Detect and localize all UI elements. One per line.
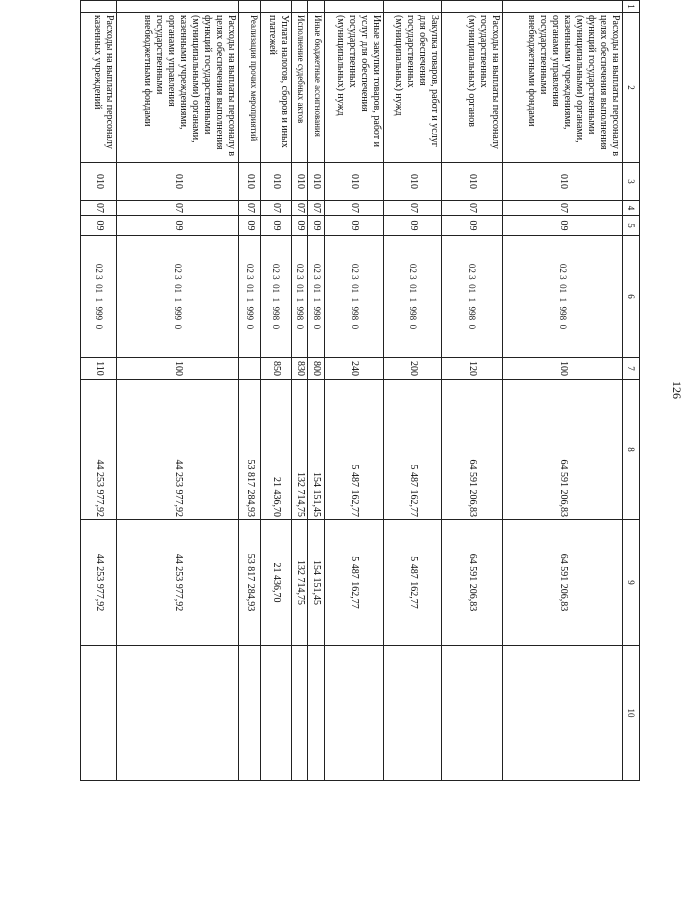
amount-cell: 53 817 284,93 [239,520,261,646]
amount-cell: 44 253 977,92 [81,520,117,646]
column-header: 10 [623,646,640,781]
expense-type-cell: 830 [291,358,308,380]
expense-type-cell [239,358,261,380]
target-article-cell: 02 3 01 1 998 0 [384,236,442,358]
column-10-cell [308,646,325,781]
amount-cell: 154 151,45 [308,380,325,520]
subsection-code-cell: 09 [503,216,623,236]
expense-name-cell: Реализация прочих мероприятий [239,13,261,163]
amount-cell: 5 487 162,77 [384,380,442,520]
amount-cell: 44 253 977,92 [81,380,117,520]
section-code-cell: 07 [308,201,325,216]
table-row [291,1,308,781]
amount-cell: 53 817 284,93 [239,380,261,520]
target-article-cell: 02 3 01 1 999 0 [239,236,261,358]
page-number: 126 [670,381,684,399]
column-10-cell [81,646,117,781]
expense-name-cell: Иные бюджетные ассигнования [308,13,325,163]
target-article-cell: 02 3 01 1 998 0 [260,236,291,358]
table-row [442,1,503,781]
section-code-cell: 07 [117,201,239,216]
amount-cell: 5 487 162,77 [325,380,384,520]
grbs-code-cell: 010 [260,163,291,201]
expense-name-cell: Расходы на выплаты персоналу в целях обеспечения выполнения функций государственными (муниципальными) органами, казенными учреждениями, органами управления государственными внебюджетными фондами [503,13,623,163]
grbs-code-cell: 010 [384,163,442,201]
column-header: 1 [623,1,640,13]
table-row [81,1,117,781]
expense-type-cell: 850 [260,358,291,380]
subsection-code-cell: 09 [260,216,291,236]
column-header: 5 [623,216,640,236]
grbs-code-cell: 010 [503,163,623,201]
amount-cell: 132 714,75 [291,380,308,520]
column-10-cell [325,646,384,781]
grbs-code-cell: 010 [325,163,384,201]
row-number-cell [384,1,442,13]
row-number-cell [260,1,291,13]
column-10-cell [503,646,623,781]
expense-name-cell: Расходы на выплаты персоналу в целях обеспечения выполнения функций государственными (муниципальными) органами, казенными учреждениями, органами управления государственными внебюджетными фондами [117,13,239,163]
column-10-cell [442,646,503,781]
expense-name-cell: Уплата налогов, сборов и иных платежей [260,13,291,163]
table-row [384,1,442,781]
column-header: 3 [623,163,640,201]
section-code-cell: 07 [442,201,503,216]
target-article-cell: 02 3 01 1 998 0 [325,236,384,358]
expense-name-cell: Закупка товаров, работ и услуг для обеспечения государственных (муниципальных) нужд [384,13,442,163]
amount-cell: 21 436,70 [260,380,291,520]
subsection-code-cell: 09 [239,216,261,236]
expense-name-cell: Расходы на выплаты персоналу государственных (муниципальных) органов [442,13,503,163]
column-header: 9 [623,520,640,646]
table-row [239,1,261,781]
row-number-cell [117,1,239,13]
table-row [117,1,239,781]
target-article-cell: 02 3 01 1 998 0 [503,236,623,358]
section-code-cell: 07 [260,201,291,216]
amount-cell: 154 151,45 [308,520,325,646]
section-code-cell: 07 [325,201,384,216]
grbs-code-cell: 010 [239,163,261,201]
grbs-code-cell: 010 [291,163,308,201]
subsection-code-cell: 09 [117,216,239,236]
section-code-cell: 07 [291,201,308,216]
amount-cell: 132 714,75 [291,520,308,646]
subsection-code-cell: 09 [384,216,442,236]
row-number-cell [442,1,503,13]
amount-cell: 44 253 977,92 [117,380,239,520]
table-row [325,1,384,781]
subsection-code-cell: 09 [442,216,503,236]
column-header: 4 [623,201,640,216]
expense-name-cell: Расходы на выплаты персоналу казенных учреждений [81,13,117,163]
rotated-page [80,0,684,780]
budget-table [80,0,640,781]
amount-cell: 64 591 206,83 [442,520,503,646]
amount-cell: 64 591 206,83 [503,520,623,646]
section-code-cell: 07 [384,201,442,216]
amount-cell: 21 436,70 [260,520,291,646]
subsection-code-cell: 09 [81,216,117,236]
target-article-cell: 02 3 01 1 998 0 [442,236,503,358]
grbs-code-cell: 010 [81,163,117,201]
expense-name-cell: Исполнение судебных актов [291,13,308,163]
column-10-cell [260,646,291,781]
grbs-code-cell: 010 [117,163,239,201]
section-code-cell: 07 [81,201,117,216]
row-number-cell [325,1,384,13]
row-number-cell [239,1,261,13]
section-code-cell: 07 [503,201,623,216]
subsection-code-cell: 09 [308,216,325,236]
column-10-cell [384,646,442,781]
amount-cell: 64 591 206,83 [503,380,623,520]
grbs-code-cell: 010 [442,163,503,201]
row-number-cell [291,1,308,13]
target-article-cell: 02 3 01 1 999 0 [117,236,239,358]
target-article-cell: 02 3 01 1 999 0 [81,236,117,358]
expense-type-cell: 100 [503,358,623,380]
column-header: 6 [623,236,640,358]
header-row [623,1,640,781]
amount-cell: 5 487 162,77 [384,520,442,646]
expense-type-cell: 200 [384,358,442,380]
amount-cell: 44 253 977,92 [117,520,239,646]
column-10-cell [239,646,261,781]
amount-cell: 64 591 206,83 [442,380,503,520]
target-article-cell: 02 3 01 1 998 0 [308,236,325,358]
column-header: 2 [623,13,640,163]
expense-name-cell: Иные закупки товаров, работ и услуг для обеспечения государственных (муниципальных) нужд [325,13,384,163]
expense-type-cell: 240 [325,358,384,380]
row-number-cell [81,1,117,13]
column-10-cell [291,646,308,781]
column-10-cell [117,646,239,781]
expense-type-cell: 120 [442,358,503,380]
subsection-code-cell: 09 [291,216,308,236]
expense-type-cell: 800 [308,358,325,380]
table-row [308,1,325,781]
row-number-cell [308,1,325,13]
table-row [503,1,623,781]
row-number-cell [503,1,623,13]
expense-type-cell: 110 [81,358,117,380]
grbs-code-cell: 010 [308,163,325,201]
column-header: 7 [623,358,640,380]
column-header: 8 [623,380,640,520]
expense-type-cell: 100 [117,358,239,380]
section-code-cell: 07 [239,201,261,216]
target-article-cell: 02 3 01 1 998 0 [291,236,308,358]
subsection-code-cell: 09 [325,216,384,236]
table-row [260,1,291,781]
amount-cell: 5 487 162,77 [325,520,384,646]
